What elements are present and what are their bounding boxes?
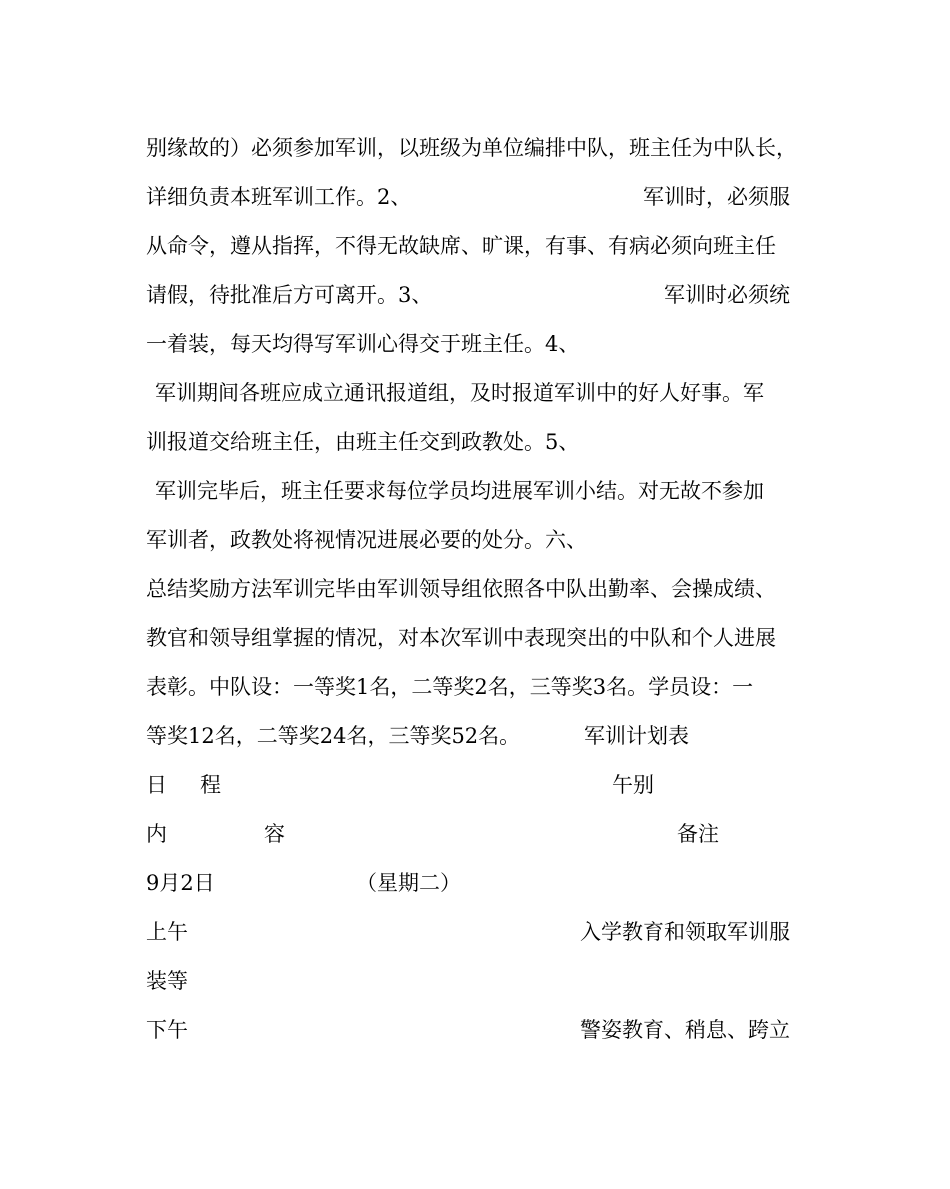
paragraph-line-1: 别缘故的）必须参加军训，以班级为单位编排中队，班主任为中队长， — [146, 136, 797, 160]
table-row-afternoon-label: 下午 — [146, 1018, 188, 1042]
paragraph-line-4-right: 军训时必须统 — [664, 283, 790, 307]
paragraph-line-2-right: 军训时，必须服 — [643, 185, 790, 209]
table-row-morning-label: 上午 — [146, 920, 188, 944]
table-header-ri: 日 — [146, 773, 167, 797]
paragraph-line-8: 军训完毕后，班主任要求每位学员均进展军训小结。对无故不参加 — [155, 479, 764, 503]
paragraph-line-9: 军训者，政教处将视情况进展必要的处分。六、 — [146, 528, 587, 552]
paragraph-line-6: 军训期间各班应成立通讯报道组，及时报道军训中的好人好事。军 — [155, 381, 764, 405]
table-header-cheng: 程 — [200, 773, 221, 797]
table-header-rong: 容 — [264, 822, 285, 846]
table-date: 9月2日 — [146, 871, 215, 895]
table-row-morning-content: 入学教育和领取军训服 — [580, 920, 790, 944]
table-row-afternoon-content: 警姿教育、稍息、跨立 — [580, 1018, 790, 1042]
table-header-beizhu: 备注 — [677, 822, 719, 846]
paragraph-line-3: 从命令，遵从指挥，不得无故缺席、旷课，有事、有病必须向班主任 — [146, 234, 776, 258]
paragraph-line-11: 教官和领导组掌握的情况，对本次军训中表现突出的中队和个人进展 — [146, 626, 776, 650]
table-header-nei: 内 — [146, 822, 167, 846]
paragraph-line-4: 请假，待批准后方可离开。3、 — [146, 283, 433, 307]
paragraph-line-10: 总结奖励方法军训完毕由军训领导组依照各中队出勤率、会操成绩、 — [146, 577, 776, 601]
table-header-wubie: 午别 — [612, 773, 654, 797]
paragraph-line-5: 一着装，每天均得写军训心得交于班主任。4、 — [146, 332, 580, 356]
table-title: 军训计划表 — [584, 724, 689, 748]
table-row-morning-content-cont: 装等 — [146, 969, 188, 993]
paragraph-line-2: 详细负责本班军训工作。2、 — [146, 185, 412, 209]
paragraph-line-7: 训报道交给班主任，由班主任交到政教处。5、 — [146, 430, 580, 454]
table-weekday: （星期二） — [356, 871, 461, 895]
paragraph-line-13: 等奖12名，二等奖24名，三等奖52名。 — [146, 724, 521, 748]
paragraph-line-12: 表彰。中队设：一等奖1名，二等奖2名，三等奖3名。学员设：一 — [146, 675, 754, 699]
